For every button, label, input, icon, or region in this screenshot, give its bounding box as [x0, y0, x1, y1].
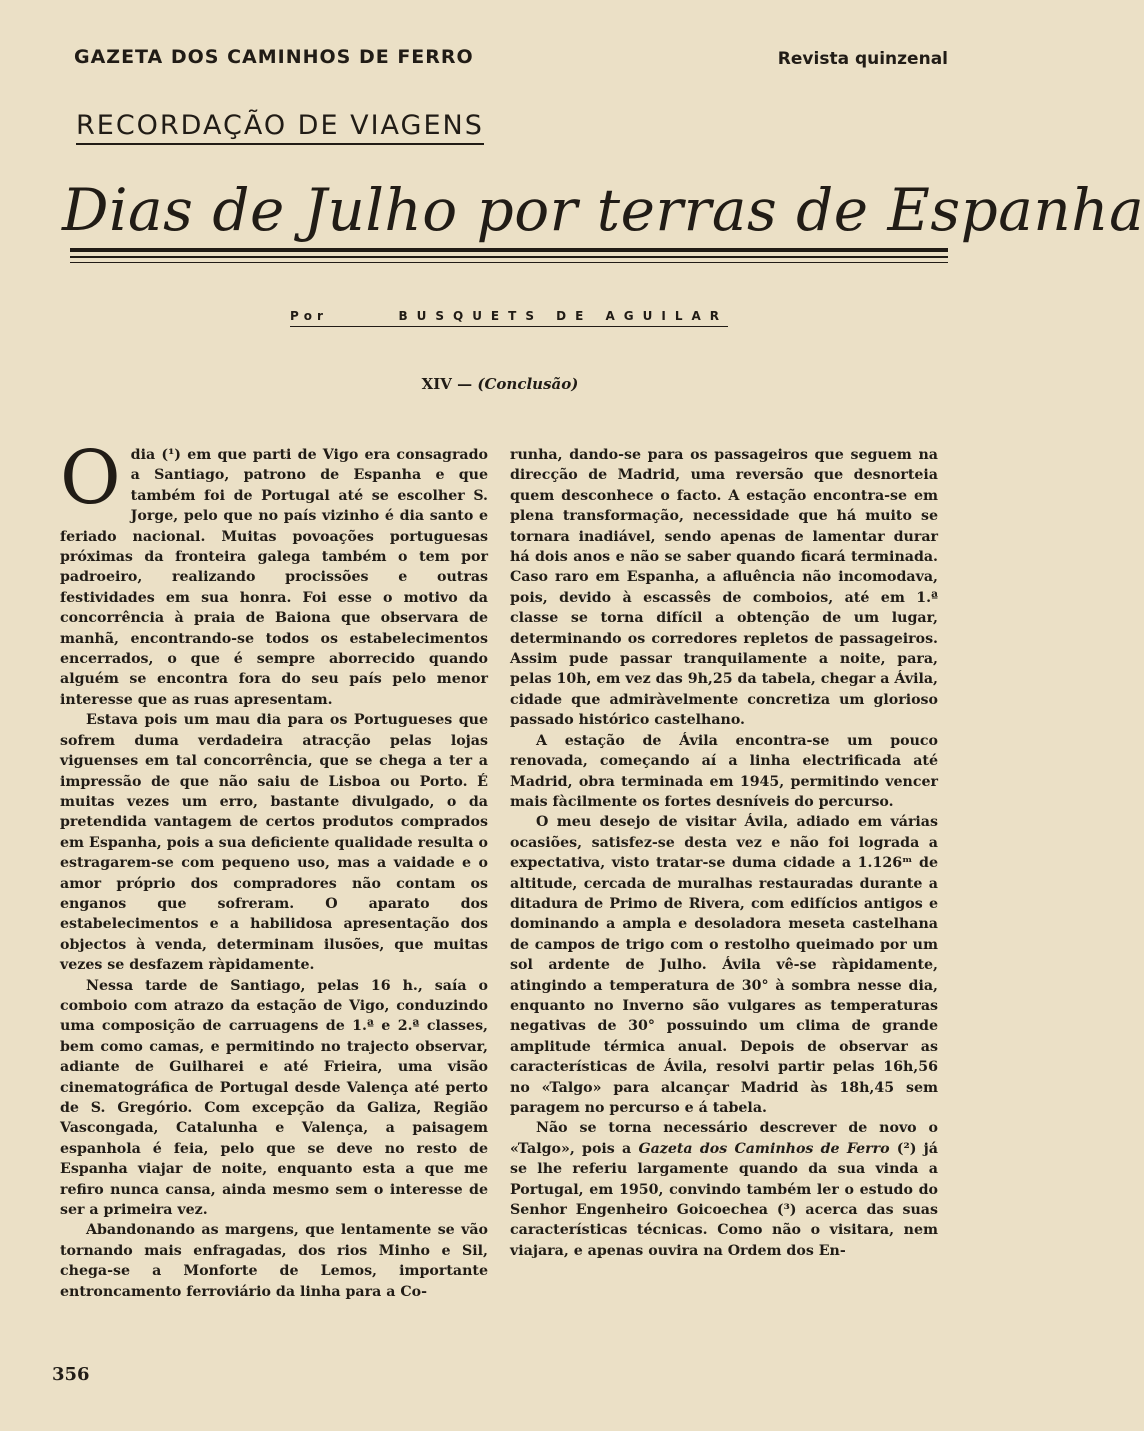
paragraph: Não se torna necessário descrever de novo o «Talgo», pois a Gazeta dos Caminhos de Ferro (²) já se lhe referiu largamente quando da sua vinda a Portugal, em 1950, convindo também ler o estudo do Senhor Engenheiro Goicoechea (³) acerca das suas características técnicas. Como não o visitara, nem viajara, e apenas ouvira na Ordem dos En- — [510, 1120, 938, 1259]
publication-title: GAZETA DOS CAMINHOS DE FERRO — [74, 46, 474, 68]
chapter-note: (Conclusão) — [477, 375, 579, 393]
title-single-rule — [70, 262, 948, 263]
chapter-heading — [0, 375, 1000, 393]
left-column — [60, 435, 488, 1302]
paragraph: Abandonando as margens, que lentamente se vão tornando mais enfragadas, dos rios Minho e Sil, chega-se a Monforte de Lemos, importante entroncamento ferroviário da linha para a Co- — [60, 1222, 488, 1300]
right-column — [510, 445, 938, 1261]
paragraph: Nessa tarde de Santiago, pelas 16 h., saía o comboio com atrazo da estação de Vigo, conduzindo uma composição de carruagens de 1.ª e 2.ª classes, bem como camas, e permitindo no trajecto observar, adiante de Guilharei e até Frieira, uma visão cinematográfica de Portugal desde Valença até perto de S. Gregório. Com excepção da Galiza, Região Vascongada, Catalunha e Valença, a paisagem espanhola é feia, pelo que se deve no resto de Espanha viajar de noite, enquanto esta a que me refiro nunca cansa, ainda mesmo sem o interesse de ser a primeira vez. — [60, 977, 488, 1219]
paragraph: runha, dando-se para os passageiros que seguem na direcção de Madrid, uma reversão que desnorteia quem desconhece o facto. A estação encontra-se em plena transformação, necessidade que há muito se tornara inadiável, sendo apenas de lamentar durar há dois anos e não se saber quando ficará terminada. Caso raro em Espanha, a afluência não incomodava, pois, devido à escassês de comboios, até em 1.ª classe se torna difícil a obtenção de um lugar, determinando os corredores repletos de passageiros. Assim pude passar tranquilamente a noite, para, pelas 10h, em vez das 9h,25 da tabela, chegar a Ávila, cidade que admiràvelmente concretiza um glorioso passado histórico castelhano. — [510, 447, 938, 729]
drop-cap: O — [60, 435, 121, 521]
author-name: BUSQUETS DE AGUILAR — [398, 309, 728, 323]
paragraph: O meu desejo de visitar Ávila, adiado em várias ocasiões, satisfez-se desta vez e não foi lograda a expectativa, visto tratar-se duma cidade a 1.126ᵐ de altitude, cercada de muralhas restauradas durante a ditadura de Primo de Rivera, com edifícios antigos e dominando a ampla e desoladora meseta castelhana de campos de trigo com o restolho queimado por um sol ardente de Julho. Ávila vê-se ràpidamente, atingindo a temperatura de 30° à sombra nesse dia, enquanto no Inverno são vulgares as temperaturas negativas de 30° possuindo um clima de grande amplitude térmica anual. Depois de observar as características de Ávila, resolvi partir pelas 16h,56 no «Talgo» para alcançar Madrid às 18h,45 sem paragem no percurso e á tabela. — [510, 814, 938, 1116]
publication-frequency: Revista quinzenal — [777, 49, 948, 69]
publication-reference: Gazeta dos Caminhos de Ferro — [638, 1140, 890, 1157]
chapter-number: XIV — — [421, 375, 473, 393]
article-title: Dias de Julho por terras de Espanha — [62, 176, 1144, 244]
byline — [290, 309, 728, 327]
paragraph: A estação de Ávila encontra-se um pouco renovada, começando aí a linha electrificada até Madrid, obra terminada em 1945, permitindo vencer mais fàcilmente os fortes desníveis do percurso. — [510, 732, 938, 810]
paragraph: Odia (¹) em que parti de Vigo era consagrado a Santiago, patrono de Espanha e que também foi de Portugal até se escolher S. Jorge, pelo que no país vizinho é dia santo e feriado nacional. Muitas povoações portuguesas próximas da fronteira galega também o tem por padroeiro, realizando procissões e outras festividades em sua honra. Foi esse o motivo da concorrência à praia de Baiona que observara de manhã, encontrando-se todos os estabelecimentos encerrados, o que é sempre aborrecido quando alguém se encontra fora do seu país pelo menor interesse que as ruas apresentam. — [60, 435, 488, 708]
paragraph: Estava pois um mau dia para os Portugueses que sofrem duma verdadeira atracção pelas lojas viguenses em tal concorrência, que se chega a ter a impressão de que não saiu de Lisboa ou Porto. É muitas vezes um erro, bastante divulgado, o da pretendida vantagem de certos produtos comprados em Espanha, pois a sua deficiente qualidade resulta o estragarem-se com pequeno uso, mas a vaidade e o amor próprio dos compradores não contam os enganos que sofreram. O aparato dos estabelecimentos e a habilidosa apresentação dos objectos à venda, determinam ilusões, que muitas vezes se desfazem ràpidamente. — [60, 712, 488, 974]
section-title: RECORDAÇÃO DE VIAGENS — [76, 110, 484, 145]
byline-prefix: Por — [290, 309, 328, 323]
title-double-rule — [70, 248, 948, 258]
page-number: 356 — [52, 1364, 90, 1385]
